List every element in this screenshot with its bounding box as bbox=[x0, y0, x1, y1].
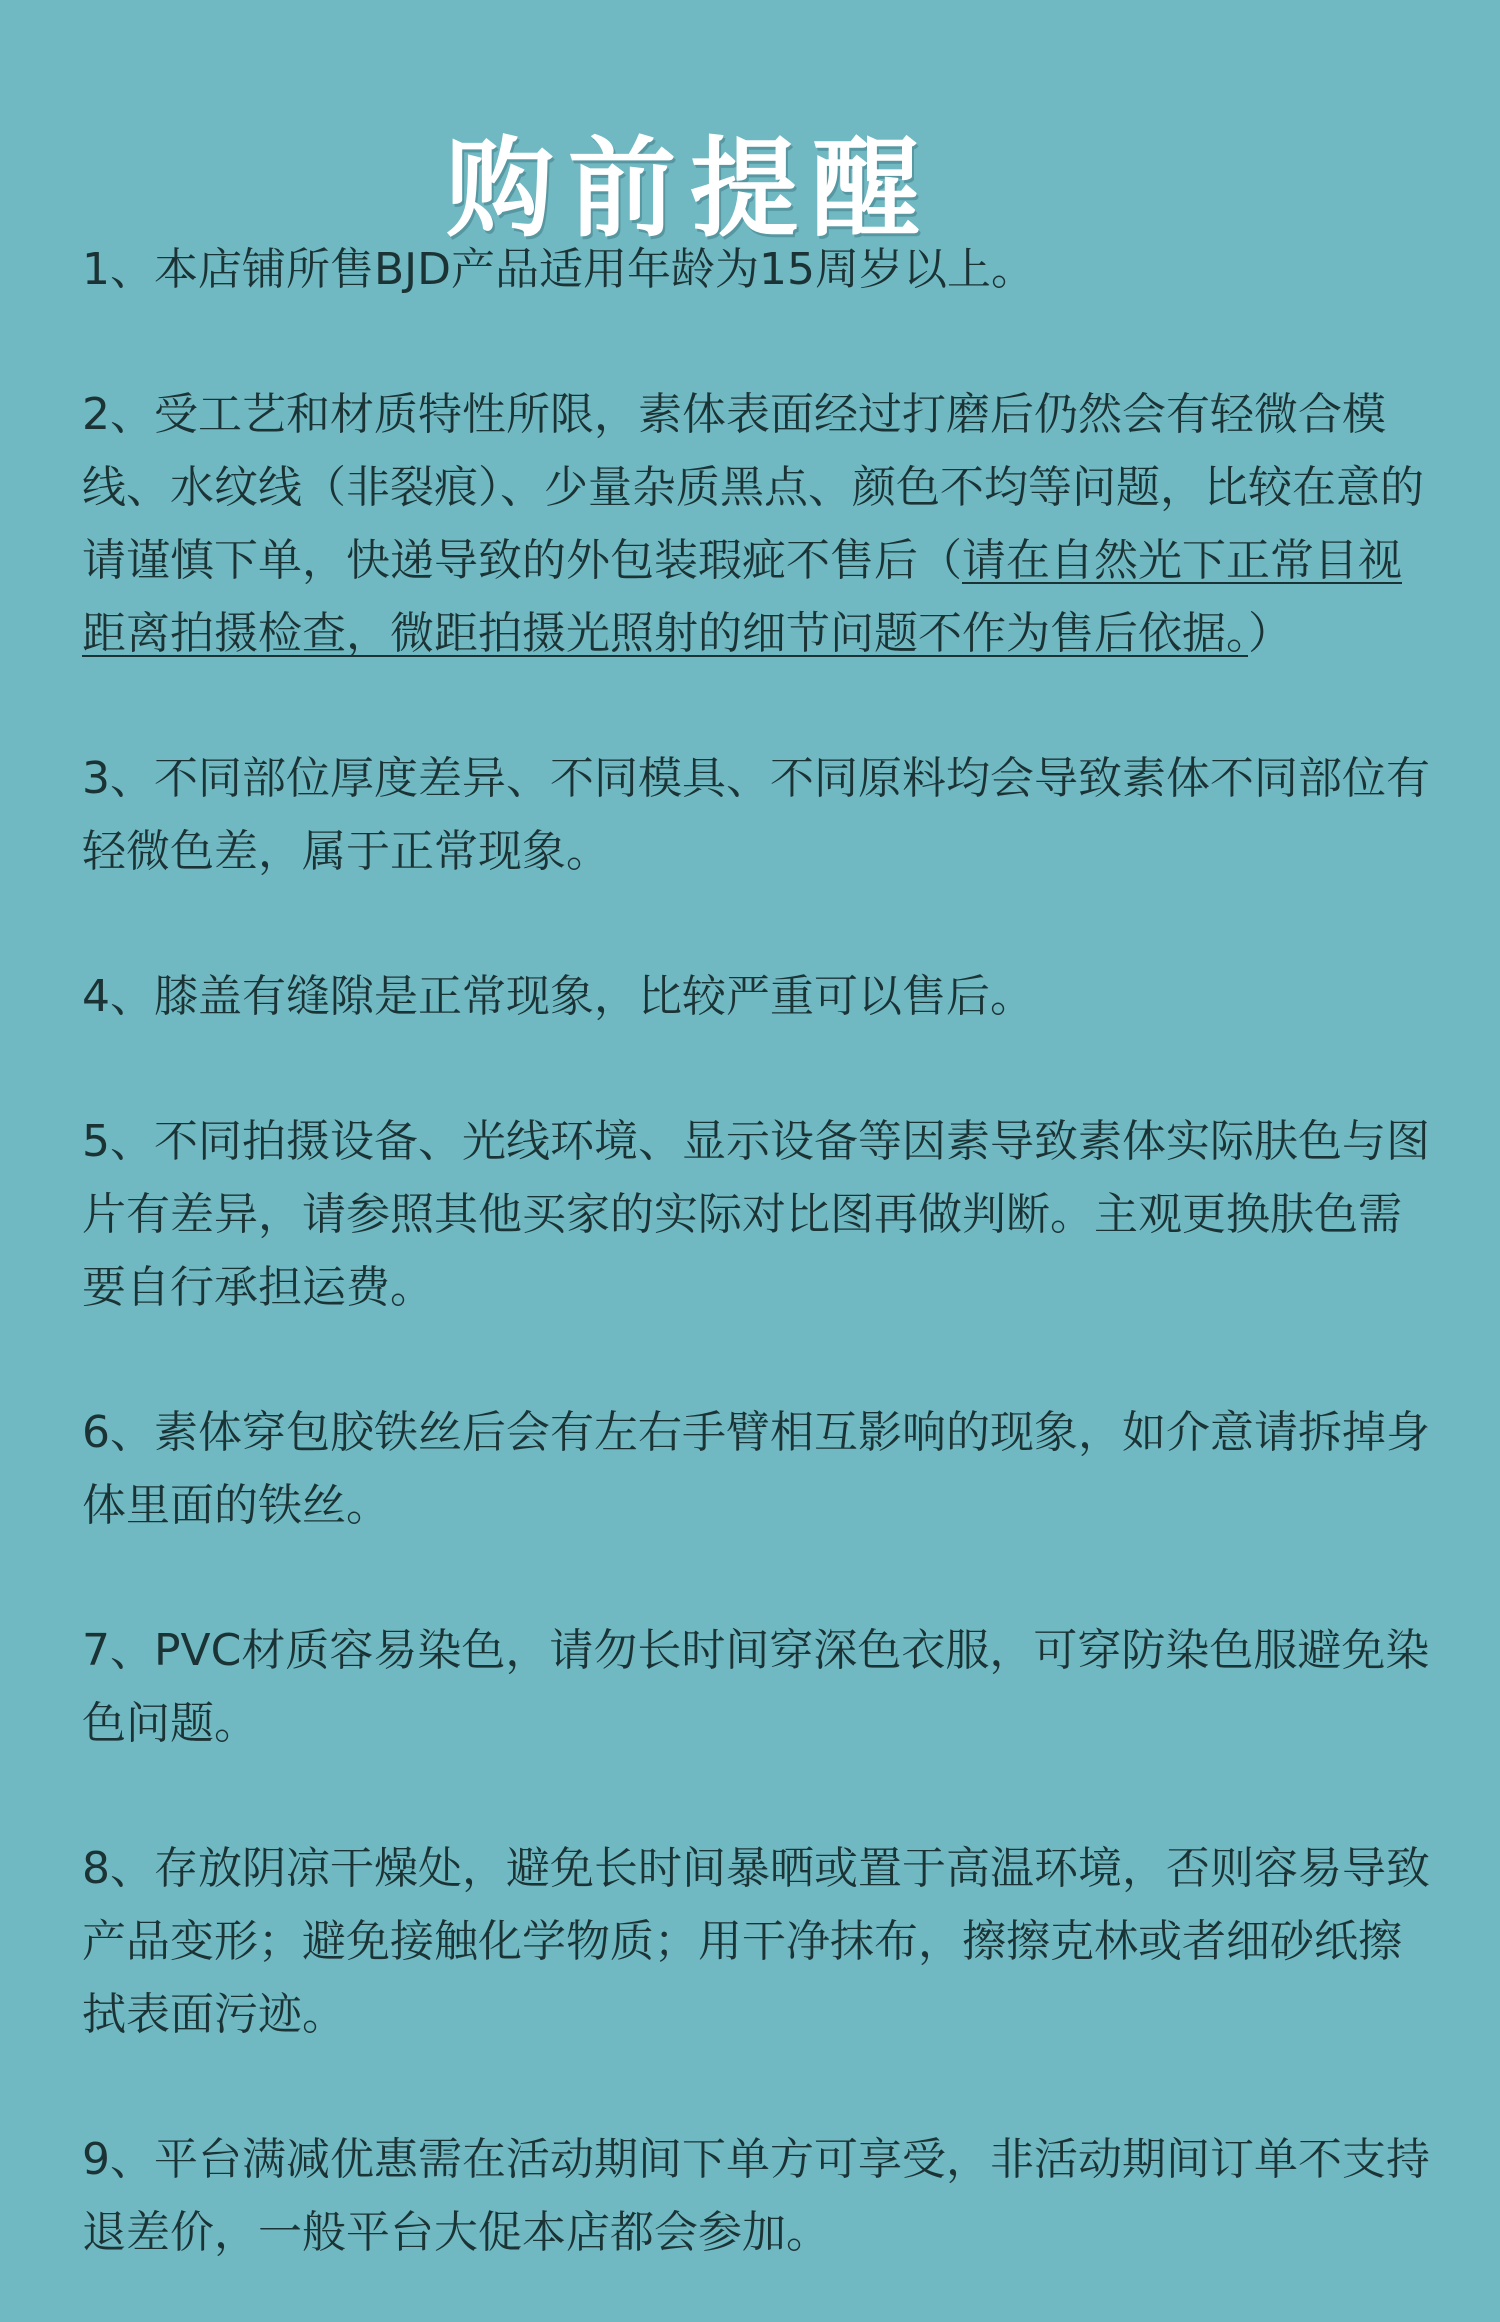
notice-item-2 bbox=[82, 378, 1432, 670]
notice-number: 4、 bbox=[82, 971, 154, 1022]
notice-number: 7、 bbox=[82, 1625, 154, 1676]
notice-number: 2、 bbox=[82, 389, 154, 440]
notice-number: 6、 bbox=[82, 1407, 154, 1458]
notice-number: 1、 bbox=[82, 244, 154, 295]
notice-item-6 bbox=[82, 1396, 1432, 1542]
notice-item-3 bbox=[82, 742, 1432, 888]
notice-number: 9、 bbox=[82, 2134, 154, 2185]
notice-text: 素体穿包胶铁丝后会有左右手臂相互影响的现象，如介意请拆掉身体里面的铁丝。 bbox=[82, 1407, 1430, 1531]
notice-text: PVC材质容易染色，请勿长时间穿深色衣服，可穿防染色服避免染色问题。 bbox=[82, 1625, 1430, 1749]
notice-number: 5、 bbox=[82, 1116, 154, 1167]
notice-text: 平台满减优惠需在活动期间下单方可享受，非活动期间订单不支持退差价，一般平台大促本店都会参加。 bbox=[82, 2134, 1430, 2258]
notice-item-7 bbox=[82, 1614, 1432, 1760]
notice-text: 受工艺和材质特性所限，素体表面经过打磨后仍然会有轻微合模线、水纹线（非裂痕）、少量杂质黑点、颜色不均等问题，比较在意的请谨慎下单，快递导致的外包装瑕疵不售后（ bbox=[82, 389, 1424, 586]
notice-item-5 bbox=[82, 1105, 1432, 1324]
page-title: 购前提醒 bbox=[445, 126, 934, 253]
notice-text: 存放阴凉干燥处，避免长时间暴晒或置于高温环境，否则容易导致产品变形；避免接触化学物质；用干净抹布，擦擦克林或者细砂纸擦拭表面污迹。 bbox=[82, 1843, 1430, 2040]
notice-text-tail: ） bbox=[1248, 608, 1292, 659]
notice-text: 不同部位厚度差异、不同模具、不同原料均会导致素体不同部位有轻微色差，属于正常现象。 bbox=[82, 753, 1430, 877]
notice-item-1 bbox=[82, 233, 1432, 306]
notice-text: 本店铺所售BJD产品适用年龄为15周岁以上。 bbox=[154, 244, 1036, 295]
notice-list bbox=[82, 233, 1432, 2322]
notice-item-4 bbox=[82, 960, 1432, 1033]
notice-number: 8、 bbox=[82, 1843, 154, 1894]
notice-number: 3、 bbox=[82, 753, 154, 804]
notice-item-8 bbox=[82, 1832, 1432, 2051]
notice-underlined-text: 请在自然光下正常目视距离拍摄检查，微距拍摄光照射的细节问题不作为售后依据。 bbox=[82, 535, 1402, 659]
notice-text: 不同拍摄设备、光线环境、显示设备等因素导致素体实际肤色与图片有差异，请参照其他买家的实际对比图再做判断。主观更换肤色需要自行承担运费。 bbox=[82, 1116, 1430, 1313]
notice-item-9 bbox=[82, 2123, 1432, 2269]
notice-text: 膝盖有缝隙是正常现象，比较严重可以售后。 bbox=[154, 971, 1034, 1022]
